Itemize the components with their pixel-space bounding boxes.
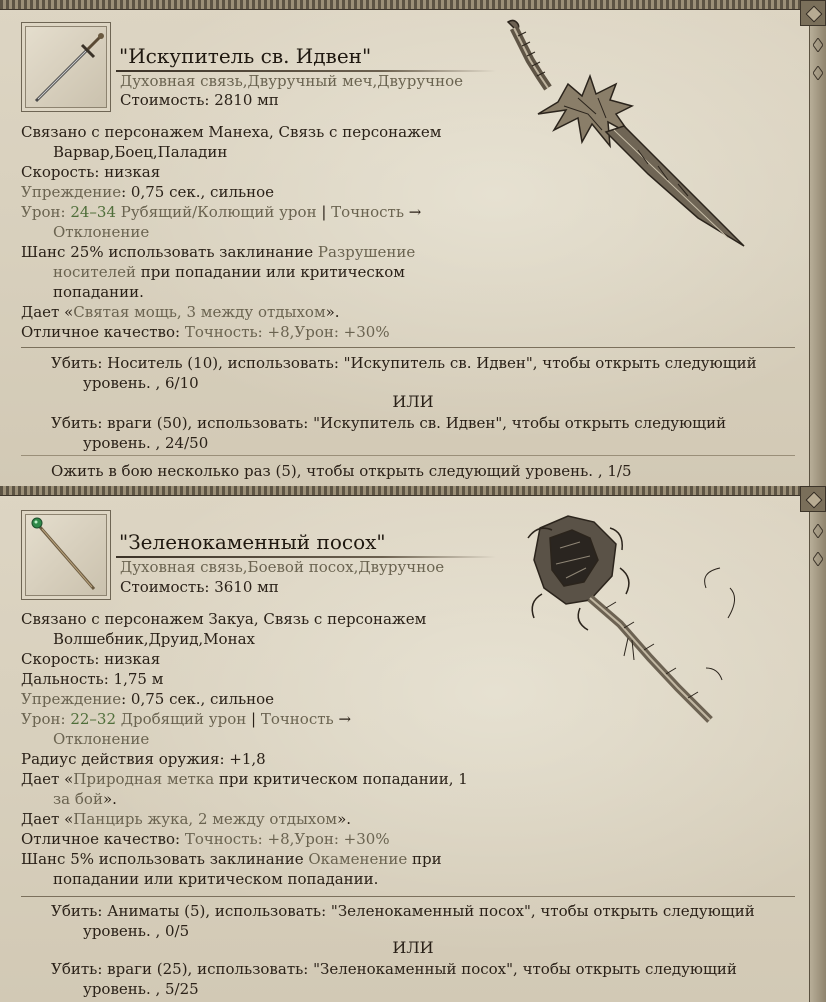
chance-text-end: попадании или критическом попадании.: [53, 870, 379, 888]
staff-icon[interactable]: [21, 510, 111, 600]
condition-progress: уровень. , 24/50: [83, 434, 209, 452]
condition-text: Убить: враги (50), использовать: "Искупитель св. Идвен", чтобы открыть следующий: [51, 414, 727, 432]
spell-link-cont[interactable]: носителей: [53, 263, 137, 281]
damage-bar: |: [246, 710, 261, 728]
item-subtype: Духовная связь,Двуручный меч,Двуручное: [120, 72, 464, 90]
greatsword-artwork: [498, 14, 758, 254]
chance-text-cont: при попадании или критическом: [136, 263, 405, 281]
spell-link[interactable]: Окаменение: [308, 850, 408, 868]
damage-value: 24–34: [70, 203, 116, 221]
initiative-label[interactable]: Упреждение: [21, 690, 122, 708]
bound-classes: Варвар,Боец,Паладин: [53, 143, 228, 161]
bound-text: Связано с персонажем Манеха, Связь с персонажем: [21, 123, 442, 141]
damage-value: 22–32: [70, 710, 116, 728]
precision-link[interactable]: Точность: [331, 203, 405, 221]
upgrade-condition-1: [51, 353, 781, 393]
condition-progress: уровень. , 5/25: [83, 980, 199, 998]
quality-label: Отличное качество:: [21, 830, 185, 848]
arrow-icon: →: [333, 710, 352, 728]
quality-bonus[interactable]: Точность: +8,Урон: +30%: [184, 830, 390, 848]
condition-text: Ожить в бою несколько раз (5), чтобы открыть следующий уровень. , 1/5: [51, 462, 632, 480]
ability-link[interactable]: Панцирь жука, 2 между отдыхом: [73, 810, 338, 828]
chance-text: Шанс 25% использовать заклинание: [21, 243, 318, 261]
per-battle-link[interactable]: за бой: [53, 790, 103, 808]
item-card-greenstone-staff: [0, 486, 826, 1002]
chance-text-end: попадании.: [53, 283, 144, 301]
quality-label: Отличное качество:: [21, 323, 185, 341]
diamond-ornament-icon: [813, 38, 823, 52]
damage-label[interactable]: Урон: [21, 203, 61, 221]
damage-bar: |: [316, 203, 332, 221]
upgrade-condition-2: [51, 413, 781, 453]
damage-sep: :: [60, 710, 71, 728]
diamond-ornament-icon: [813, 66, 823, 80]
ability-link[interactable]: Святая мощь, 3 между отдыхом: [73, 303, 326, 321]
mark-post: при критическом попадании, 1: [214, 770, 468, 788]
initiative-label[interactable]: Упреждение: [21, 183, 122, 201]
condition-text: Убить: враги (25), использовать: "Зеленокаменный посох", чтобы открыть следующий: [51, 960, 737, 978]
item-properties: [21, 122, 481, 342]
initiative-value: : 0,75 сек., сильное: [121, 183, 275, 201]
ability-link[interactable]: Природная метка: [73, 770, 215, 788]
item-card-redeemer: [0, 0, 826, 486]
section-divider: [21, 455, 795, 456]
greatsword-icon[interactable]: [21, 22, 111, 112]
spell-link[interactable]: Разрушение: [317, 243, 416, 261]
or-label: ИЛИ: [392, 392, 434, 411]
section-divider: [21, 896, 795, 897]
range-text: Дальность: 1,75 м: [21, 670, 164, 688]
staff-artwork: [520, 508, 760, 738]
condition-progress: уровень. , 0/5: [83, 922, 190, 940]
bound-text: Связано с персонажем Закуа, Связь с персонажем: [21, 610, 427, 628]
card-border: [0, 486, 826, 496]
damage-type[interactable]: Рубящий/Колющий урон: [116, 203, 317, 221]
deflect-link[interactable]: Отклонение: [53, 730, 150, 748]
item-name: "Искупитель св. Идвен": [119, 44, 372, 68]
damage-label[interactable]: Урон: [21, 710, 61, 728]
condition-text: Убить: Аниматы (5), использовать: "Зеленокаменный посох", чтобы открыть следующий: [51, 902, 755, 920]
diamond-ornament-icon: [813, 524, 823, 538]
upgrade-condition-3: [51, 461, 781, 481]
chance-text-cont: при: [407, 850, 442, 868]
corner-ornament-icon: [800, 0, 826, 26]
corner-ornament-icon: [800, 486, 826, 512]
damage-type[interactable]: Дробящий урон: [116, 710, 247, 728]
grants-pre: Дает «: [21, 303, 74, 321]
initiative-value: : 0,75 сек., сильное: [121, 690, 275, 708]
speed-text: Скорость: низкая: [21, 163, 161, 181]
mark-pre: Дает «: [21, 770, 74, 788]
speed-text: Скорость: низкая: [21, 650, 161, 668]
bound-classes: Волшебник,Друид,Монах: [53, 630, 255, 648]
upgrade-condition-2: [51, 959, 781, 999]
diamond-ornament-icon: [813, 552, 823, 566]
grants-post: ».: [325, 303, 340, 321]
grants-post: ».: [337, 810, 352, 828]
condition-progress: уровень. , 6/10: [83, 374, 199, 392]
radius-text: Радиус действия оружия: +1,8: [21, 750, 266, 768]
section-divider: [21, 347, 795, 348]
precision-link[interactable]: Точность: [260, 710, 334, 728]
condition-text: Убить: Носитель (10), использовать: "Искупитель св. Идвен", чтобы открыть следующий: [51, 354, 757, 372]
upgrade-condition-1: [51, 901, 781, 941]
damage-sep: :: [60, 203, 71, 221]
or-label: ИЛИ: [392, 938, 434, 957]
mark-post2: ».: [102, 790, 117, 808]
item-cost: Стоимость: 3610 мп: [120, 578, 279, 596]
chance-text: Шанс 5% использовать заклинание: [21, 850, 309, 868]
item-properties: [21, 609, 481, 889]
deflect-link[interactable]: Отклонение: [53, 223, 150, 241]
quality-bonus[interactable]: Точность: +8,Урон: +30%: [184, 323, 390, 341]
arrow-icon: →: [404, 203, 422, 221]
item-name: "Зеленокаменный посох": [119, 530, 386, 554]
grants-pre: Дает «: [21, 810, 74, 828]
item-cost: Стоимость: 2810 мп: [120, 91, 279, 109]
card-border: [0, 0, 826, 10]
item-subtype: Духовная связь,Боевой посох,Двуручное: [120, 558, 445, 576]
